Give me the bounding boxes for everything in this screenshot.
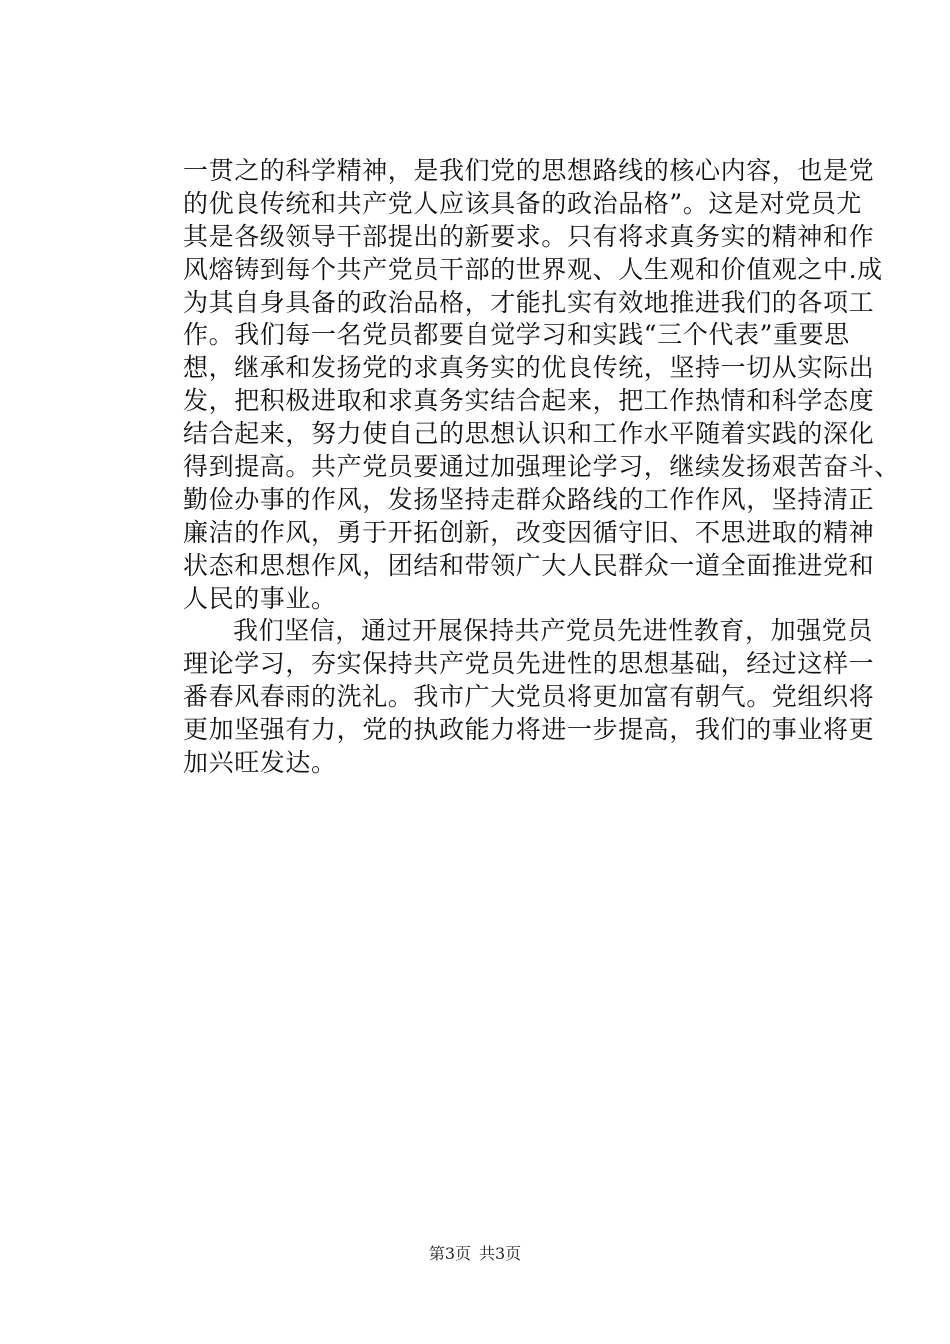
text-line: 人民的事业。 xyxy=(183,583,337,613)
text-line: 作。我们每一名党员都要自觉学习和实践“三个代表”重要思 xyxy=(183,320,850,350)
paragraph-2 xyxy=(183,615,875,779)
text-line: 发，把积极进取和求真务实结合起来，把工作热情和科学态度 xyxy=(183,386,875,416)
paragraph-1 xyxy=(183,155,900,615)
text-line: 加兴旺发达。 xyxy=(183,748,337,778)
page-footer xyxy=(0,1243,950,1265)
text-line: 得到提高。共产党员要通过加强理论学习，继续发扬艰苦奋斗、 xyxy=(183,452,900,482)
text-line: 廉洁的作风，勇于开拓创新，改变因循守旧、不思进取的精神 xyxy=(183,517,875,547)
text-line: 想，继承和发扬党的求真务实的优良传统，坚持一切从实际出 xyxy=(183,353,875,383)
text-line: 为其自身具备的政治品格，才能扎实有效地推进我们的各项工 xyxy=(183,287,875,317)
text-line: 其是各级领导干部提出的新要求。只有将求真务实的精神和作 xyxy=(183,221,875,251)
page-number-current: 第3页 xyxy=(428,1244,471,1263)
text-line: 番春风春雨的洗礼。我市广大党员将更加富有朝气。党组织将 xyxy=(183,682,875,712)
text-line: 结合起来，努力使自己的思想认识和工作水平随着实践的深化 xyxy=(183,419,875,449)
text-line: 我们坚信，通过开展保持共产党员先进性教育，加强党员 xyxy=(233,616,874,646)
text-line: 更加坚强有力，党的执政能力将进一步提高，我们的事业将更 xyxy=(183,715,875,745)
text-line: 风熔铸到每个共产党员干部的世界观、人生观和价值观之中.成 xyxy=(183,254,883,284)
text-line: 状态和思想作风，团结和带领广大人民群众一道全面推进党和 xyxy=(183,550,875,580)
text-line: 一贯之的科学精神，是我们党的思想路线的核心内容，也是党 xyxy=(183,156,875,185)
text-line: 勤俭办事的作风，发扬坚持走群众路线的工作作风，坚持清正 xyxy=(183,484,875,514)
text-line: 的优良传统和共产党人应该具备的政治品格”。这是对党员尤 xyxy=(183,188,862,218)
document-body xyxy=(183,155,900,780)
text-line: 理论学习，夯实保持共产党员先进性的思想基础，经过这样一 xyxy=(183,649,875,679)
page-number-total: 共3页 xyxy=(479,1244,522,1263)
